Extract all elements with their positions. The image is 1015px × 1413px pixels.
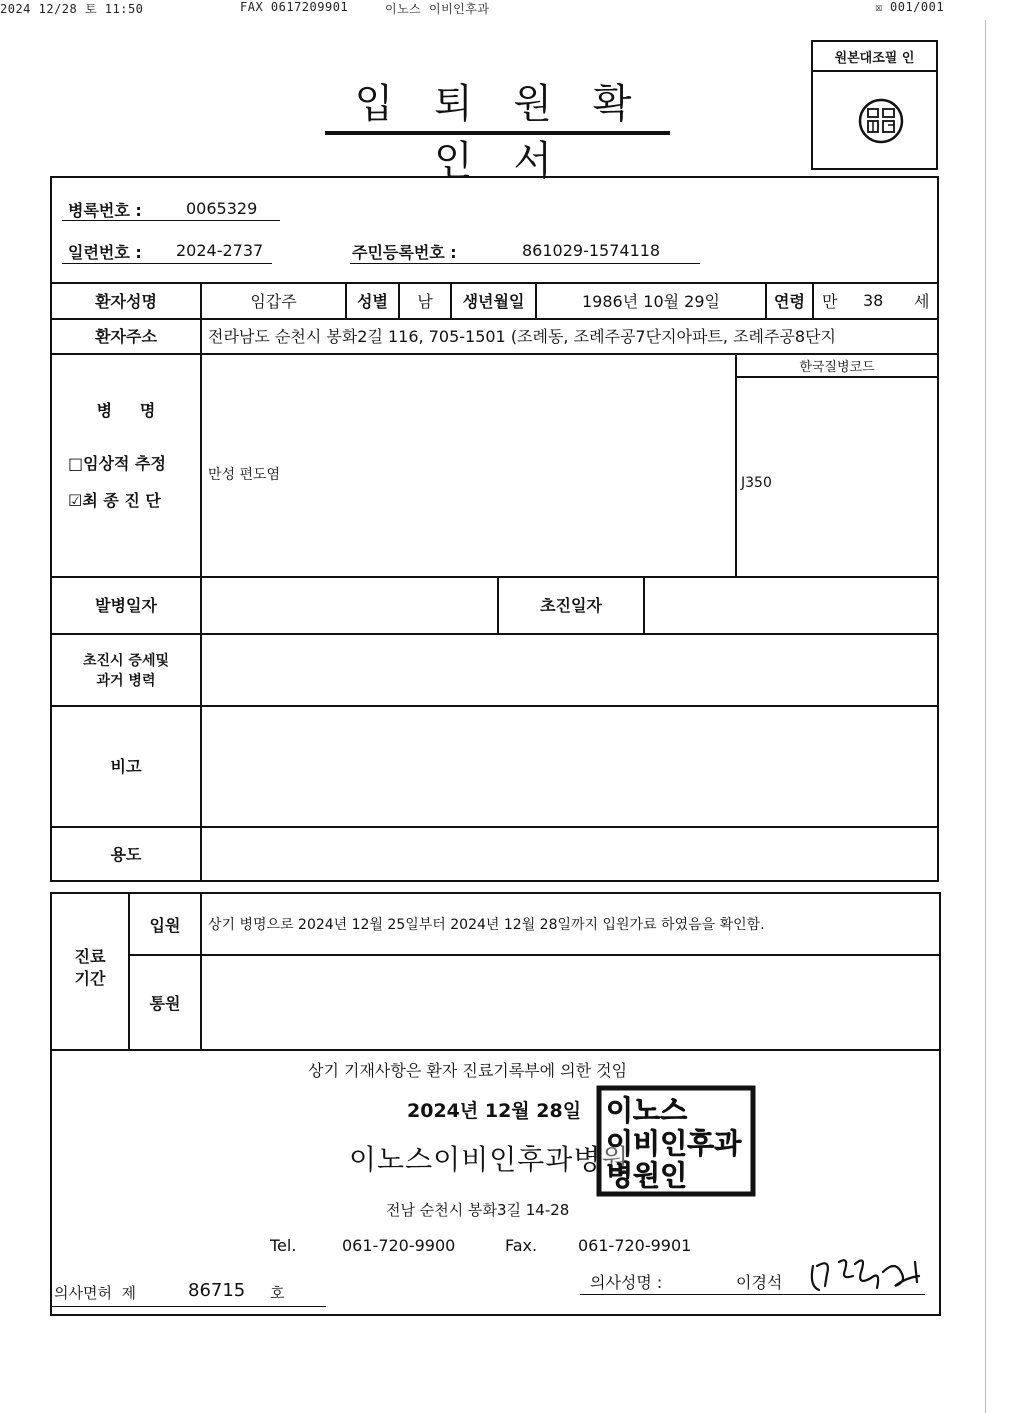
- patient-birth: 1986년 10월 29일: [582, 291, 720, 311]
- patient-sex: 남: [417, 291, 433, 311]
- final-diagnosis-checkbox: ☑최 종 진 단: [68, 491, 161, 510]
- license-number: 86715: [188, 1280, 246, 1301]
- patient-name: 임갑주: [250, 291, 297, 311]
- sex-label: 성별: [357, 291, 388, 311]
- tel-label: Tel.: [270, 1236, 297, 1255]
- resident-no-label: 주민등록번호 :: [352, 243, 457, 262]
- disease-code: J350: [741, 475, 772, 491]
- records-statement: 상기 기재사항은 환자 진료기록부에 의한 것임: [308, 1061, 628, 1080]
- issue-date: 2024년 12월 28일: [407, 1100, 582, 1122]
- clinical-estimate-checkbox: □임상적 추정: [68, 454, 166, 473]
- page-title: 입 퇴 원 확 인 서: [354, 81, 646, 184]
- stamp-box-label: 원본대조필 인: [813, 42, 936, 72]
- diagnosis-label-cell: [52, 353, 200, 576]
- license-label: 의사면허 제: [54, 1284, 136, 1302]
- col-divider: [812, 282, 814, 318]
- hospital-name: 이노스이비인후과병원: [349, 1143, 630, 1176]
- diagnosis-label: 병 명: [96, 401, 156, 420]
- fax-number: FAX 0617209901: [240, 0, 349, 14]
- row-divider: [128, 954, 939, 956]
- label-column-divider: [200, 282, 202, 880]
- hospital-address: 전남 순천시 봉화3길 14-28: [386, 1201, 570, 1219]
- svg-text:이비인후과: 이비인후과: [606, 1127, 742, 1160]
- history-label-line1: 초진시 증세및: [82, 653, 170, 669]
- history-label-line2: 과거 병력: [96, 673, 156, 689]
- disease-code-label: 한국질병코드: [799, 360, 875, 375]
- fax-page: 001/001: [890, 0, 945, 14]
- age-unit: 세: [914, 291, 930, 311]
- address-label: 환자주소: [95, 327, 157, 346]
- tel-number: 061-720-9900: [342, 1236, 456, 1255]
- doctor-signature-icon: [805, 1252, 925, 1296]
- fax-page-icon: ☒: [875, 0, 883, 14]
- doctor-name: 이경석: [736, 1273, 783, 1292]
- period-label-line2: 기간: [74, 969, 106, 988]
- age-prefix: 만: [822, 291, 838, 311]
- fax-label: Fax.: [505, 1236, 538, 1255]
- fax-sender: 이노스 이비인후과: [385, 2, 490, 16]
- inpatient-text: 상기 병명으로 2024년 12월 25일부터 2024년 12월 28일까지 입원가료 하였음을 확인함.: [208, 917, 765, 933]
- resident-no: 861029-1574118: [522, 241, 661, 260]
- row-divider: [52, 633, 937, 635]
- history-label: [52, 651, 200, 691]
- serial-no: 2024-2737: [176, 241, 264, 260]
- license-underline: [52, 1306, 326, 1307]
- title-underline: [325, 131, 670, 135]
- chart-no-label: 병록번호 :: [68, 201, 142, 220]
- row-divider: [52, 1049, 939, 1051]
- serial-no-underline: [62, 263, 272, 264]
- original-copy-stamp-box: [811, 40, 938, 170]
- fax-datetime: 2024 12/28 토 11:50: [0, 2, 144, 16]
- age-label: 연령: [774, 291, 805, 311]
- first-visit-label: 초진일자: [540, 596, 602, 615]
- main-form: [50, 176, 939, 882]
- resident-no-underline: [350, 263, 700, 264]
- patient-address: 전라남도 순천시 봉화2길 116, 705-1501 (조례동, 조례주공7단지아파트, 조례주공8단지: [208, 327, 836, 346]
- diagnosis-name: 만성 편도염: [208, 467, 281, 483]
- period-label-line1: 진료: [74, 947, 106, 966]
- remarks-label: 비고: [110, 757, 142, 776]
- treatment-period-label: [52, 946, 128, 990]
- purpose-label: 용도: [110, 844, 142, 864]
- code-column-divider: [735, 353, 737, 576]
- col-divider: [200, 894, 202, 1049]
- inpatient-label: 입원: [149, 915, 181, 935]
- name-label: 환자성명: [95, 291, 157, 311]
- hospital-seal-icon: [596, 1085, 756, 1197]
- license-suffix: 호: [270, 1284, 285, 1302]
- chart-no: 0065329: [186, 199, 258, 218]
- outpatient-label: 통원: [149, 994, 181, 1013]
- onset-label: 발병일자: [95, 596, 157, 615]
- chart-no-underline: [62, 220, 280, 221]
- svg-text:이노스: 이노스: [606, 1094, 688, 1127]
- fax-number: 061-720-9901: [578, 1236, 692, 1255]
- serial-no-label: 일련번호 :: [68, 243, 142, 262]
- scan-edge-line: [985, 20, 986, 1413]
- doctor-label: 의사성명 :: [590, 1273, 663, 1292]
- round-seal-icon: [857, 97, 905, 145]
- fax-header: [0, 0, 1015, 16]
- patient-age: 38: [863, 290, 884, 310]
- birth-label: 생년월일: [462, 291, 525, 311]
- col-divider: [643, 576, 645, 633]
- svg-text:병원인: 병원인: [606, 1159, 688, 1192]
- code-header-divider: [735, 376, 937, 378]
